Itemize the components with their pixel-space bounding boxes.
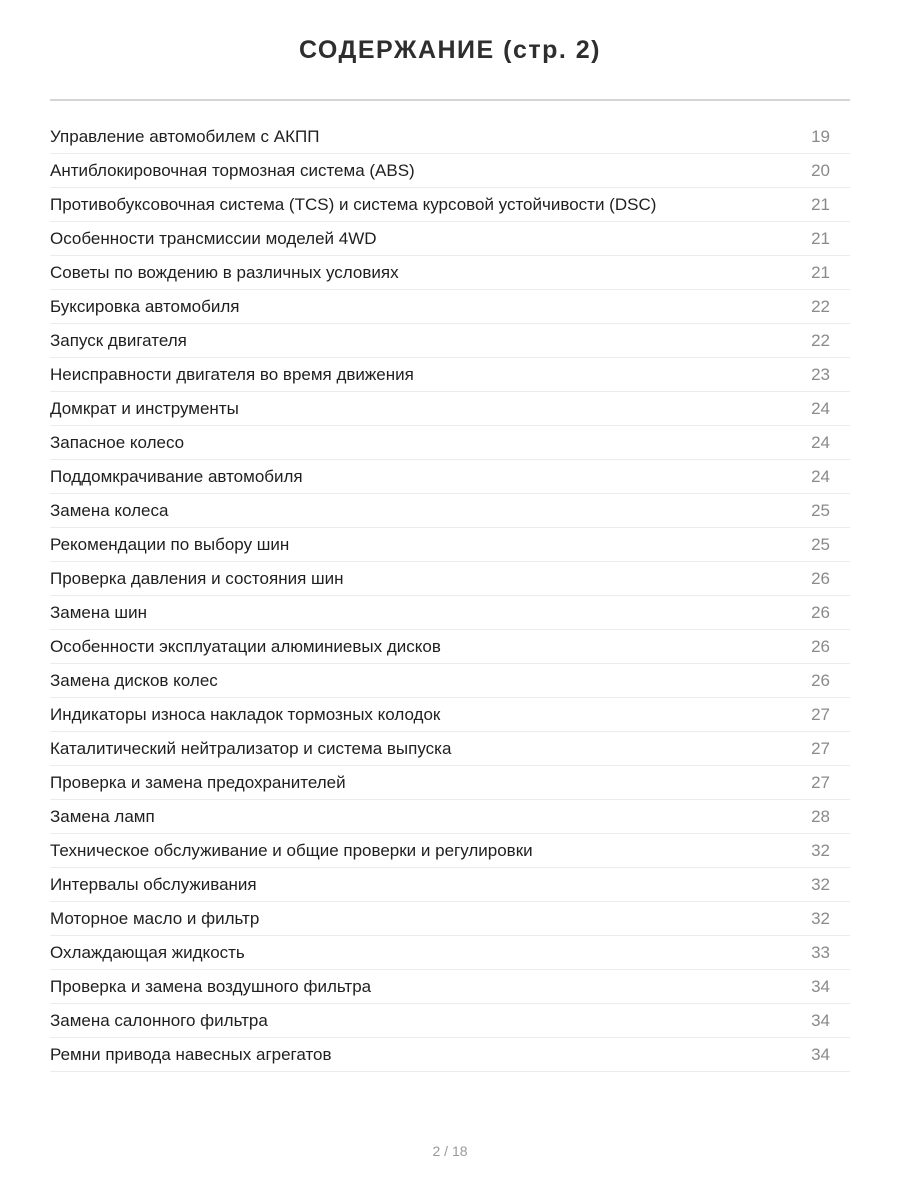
toc-entry-page: 25: [811, 501, 830, 520]
toc-entry-title: Рекомендации по выбору шин: [50, 535, 290, 554]
toc-entry-page: 21: [811, 195, 830, 214]
toc-entry[interactable]: [50, 426, 850, 460]
toc-entry-title: Запуск двигателя: [50, 331, 187, 350]
toc-entry[interactable]: [50, 358, 850, 392]
toc-entry[interactable]: [50, 324, 850, 358]
toc-entry-page: 25: [811, 535, 830, 554]
toc-entry-title: Замена салонного фильтра: [50, 1011, 268, 1030]
toc-entry-page: 34: [811, 1045, 830, 1064]
toc-entry-page: 34: [811, 977, 830, 996]
toc-entry-title: Проверка давления и состояния шин: [50, 569, 344, 588]
toc-entry-title: Замена дисков колес: [50, 671, 218, 690]
toc-entry-page: 21: [811, 229, 830, 248]
toc-entry-page: 24: [811, 433, 830, 452]
toc-entry-page: 26: [811, 671, 830, 690]
toc-entry-title: Охлаждающая жидкость: [50, 943, 245, 962]
toc-entry-title: Техническое обслуживание и общие проверки и регулировки: [50, 841, 533, 860]
toc-entry-page: 20: [811, 161, 830, 180]
toc-entry-page: 21: [811, 263, 830, 282]
toc-entry-title: Моторное масло и фильтр: [50, 909, 260, 928]
toc-entry[interactable]: [50, 1004, 850, 1038]
toc-entry-title: Домкрат и инструменты: [50, 399, 239, 418]
toc-entry-title: Ремни привода навесных агрегатов: [50, 1045, 332, 1064]
toc-entry-title: Индикаторы износа накладок тормозных колодок: [50, 705, 441, 724]
toc-entry-page: 24: [811, 467, 830, 486]
toc-entry-page: 27: [811, 773, 830, 792]
toc-entry-title: Интервалы обслуживания: [50, 875, 257, 894]
toc-entry-title: Управление автомобилем с АКПП: [50, 127, 320, 146]
toc-entry[interactable]: [50, 528, 850, 562]
toc-entry-page: 26: [811, 569, 830, 588]
toc-entry-page: 32: [811, 875, 830, 894]
page-title: СОДЕРЖАНИЕ (стр. 2): [298, 36, 602, 64]
toc-entry-title: Замена шин: [50, 603, 147, 622]
toc-entry[interactable]: [50, 902, 850, 936]
toc-entry[interactable]: [50, 596, 850, 630]
toc-entry[interactable]: [50, 494, 850, 528]
toc-entry[interactable]: [50, 154, 850, 188]
toc-entry-page: 28: [811, 807, 830, 826]
toc-entry[interactable]: [50, 120, 850, 154]
toc-entry[interactable]: [50, 698, 850, 732]
toc-entry-title: Особенности трансмиссии моделей 4WD: [50, 229, 377, 248]
page-counter: 2 / 18: [432, 1143, 468, 1159]
toc-entry-title: Советы по вождению в различных условиях: [50, 263, 399, 282]
toc-entry-page: 19: [811, 127, 830, 146]
toc-entry[interactable]: [50, 188, 850, 222]
toc-entry-page: 26: [811, 637, 830, 656]
toc-entry[interactable]: [50, 868, 850, 902]
toc-entry[interactable]: [50, 970, 850, 1004]
toc-entry[interactable]: [50, 460, 850, 494]
toc-entry[interactable]: [50, 732, 850, 766]
toc-entry-page: 32: [811, 841, 830, 860]
toc-entry[interactable]: [50, 256, 850, 290]
toc-entry[interactable]: [50, 800, 850, 834]
toc-entry-title: Буксировка автомобиля: [50, 297, 240, 316]
toc-entry-page: 22: [811, 297, 830, 316]
toc-entry-title: Неисправности двигателя во время движения: [50, 365, 414, 384]
toc-list: [50, 120, 850, 1072]
toc-entry-title: Поддомкрачивание автомобиля: [50, 467, 303, 486]
toc-entry[interactable]: [50, 630, 850, 664]
toc-entry[interactable]: [50, 562, 850, 596]
toc-entry[interactable]: [50, 1038, 850, 1072]
toc-entry-title: Проверка и замена предохранителей: [50, 773, 346, 792]
toc-entry[interactable]: [50, 664, 850, 698]
toc-entry-title: Замена колеса: [50, 501, 169, 520]
toc-entry-page: 26: [811, 603, 830, 622]
toc-entry-page: 27: [811, 739, 830, 758]
toc-entry[interactable]: [50, 834, 850, 868]
toc-entry-title: Антиблокировочная тормозная система (ABS): [50, 161, 415, 180]
toc-entry-title: Замена ламп: [50, 807, 155, 826]
toc-entry-page: 33: [811, 943, 830, 962]
title-divider: [50, 99, 850, 101]
toc-entry-title: Особенности эксплуатации алюминиевых дисков: [50, 637, 441, 656]
toc-entry-page: 27: [811, 705, 830, 724]
toc-entry[interactable]: [50, 222, 850, 256]
toc-entry-title: Противобуксовочная система (TCS) и система курсовой устойчивости (DSC): [50, 195, 657, 214]
toc-entry-page: 32: [811, 909, 830, 928]
toc-entry[interactable]: [50, 936, 850, 970]
toc-entry-page: 34: [811, 1011, 830, 1030]
toc-entry-page: 24: [811, 399, 830, 418]
toc-entry-page: 23: [811, 365, 830, 384]
toc-entry-title: Каталитический нейтрализатор и система выпуска: [50, 739, 452, 758]
toc-entry-page: 22: [811, 331, 830, 350]
toc-entry[interactable]: [50, 290, 850, 324]
toc-entry-title: Проверка и замена воздушного фильтра: [50, 977, 372, 996]
toc-entry[interactable]: [50, 392, 850, 426]
toc-entry[interactable]: [50, 766, 850, 800]
toc-entry-title: Запасное колесо: [50, 433, 185, 452]
